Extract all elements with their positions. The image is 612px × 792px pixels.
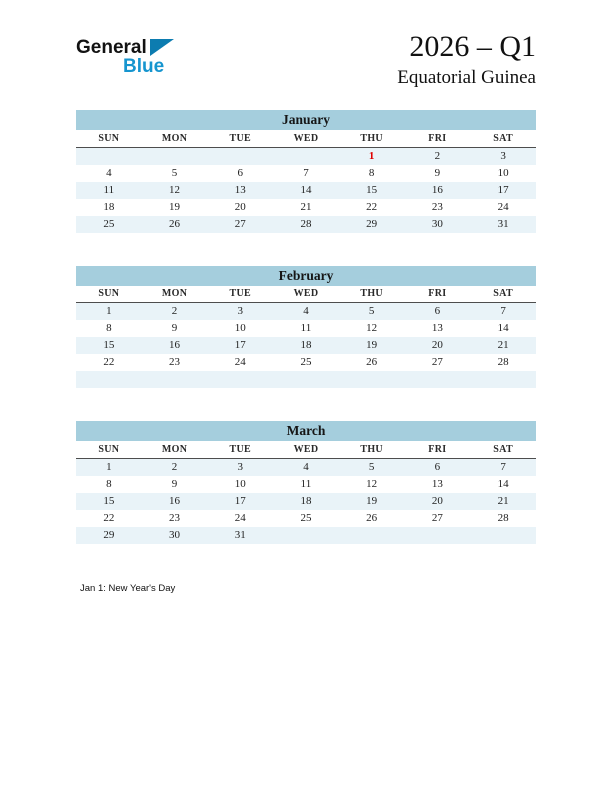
weekday-header: FRI — [405, 286, 471, 303]
day-cell: 14 — [300, 183, 312, 196]
day-cell: 10 — [497, 166, 509, 179]
month-march — [76, 421, 536, 544]
day-cell: 8 — [106, 322, 112, 334]
empty-cell — [339, 527, 405, 544]
empty-cell — [207, 147, 273, 165]
day-cell: 11 — [300, 322, 312, 334]
day-cell: 6 — [434, 305, 441, 317]
day-cell: 3 — [237, 305, 243, 317]
day-cell: 12 — [366, 477, 378, 490]
day-cell: 5 — [171, 166, 178, 179]
day-cell: 19 — [366, 494, 378, 507]
empty-cell — [273, 371, 339, 388]
day-cell: 12 — [366, 322, 378, 334]
day-cell: 7 — [303, 166, 309, 179]
day-cell: 9 — [171, 477, 178, 490]
week-row — [76, 182, 536, 199]
day-cell: 17 — [234, 494, 246, 507]
day-cell: 16 — [431, 183, 443, 196]
empty-cell — [273, 147, 339, 165]
day-cell: 16 — [169, 339, 181, 351]
week-row — [76, 216, 536, 233]
day-cell: 17 — [234, 339, 246, 351]
day-cell: 20 — [431, 494, 443, 507]
weekday-header: MON — [142, 441, 208, 458]
empty-cell — [273, 527, 339, 544]
week-row — [76, 354, 536, 371]
day-cell: 3 — [237, 460, 243, 473]
day-cell: 30 — [431, 217, 443, 230]
day-cell: 21 — [497, 339, 509, 351]
week-row — [76, 337, 536, 354]
day-cell: 12 — [169, 183, 181, 196]
week-row — [76, 527, 536, 544]
day-cell: 7 — [500, 460, 506, 473]
weekday-header: SUN — [76, 130, 142, 147]
day-cell: 23 — [169, 511, 181, 524]
month-title: February — [76, 266, 536, 286]
day-cell: 5 — [368, 305, 375, 317]
day-cell: 30 — [169, 528, 181, 541]
empty-cell — [470, 527, 536, 544]
day-cell: 9 — [171, 322, 178, 334]
day-cell: 21 — [300, 200, 312, 213]
day-cell: 2 — [434, 149, 441, 162]
day-cell: 3 — [500, 149, 506, 162]
day-cell: 6 — [434, 460, 441, 473]
month-february — [76, 266, 536, 389]
day-cell: 20 — [234, 200, 246, 213]
weekday-header: THU — [339, 130, 405, 147]
day-cell: 10 — [234, 322, 246, 334]
day-cell: 8 — [106, 477, 112, 490]
day-cell: 4 — [106, 166, 112, 179]
weekday-header: FRI — [405, 441, 471, 458]
weekday-header: WED — [273, 441, 339, 458]
day-cell: 26 — [169, 217, 181, 230]
weekday-header: THU — [339, 441, 405, 458]
logo-text-general: General — [76, 37, 147, 58]
day-cell: 14 — [497, 322, 509, 334]
day-cell: 4 — [303, 305, 309, 317]
page-subtitle: Equatorial Guinea — [397, 66, 536, 88]
logo-text-blue: Blue — [123, 56, 165, 77]
weekday-header: WED — [273, 130, 339, 147]
empty-cell — [207, 371, 273, 388]
day-cell: 1 — [106, 305, 112, 317]
day-cell: 10 — [234, 477, 246, 490]
week-row — [76, 476, 536, 493]
day-cell: 23 — [169, 356, 181, 368]
empty-cell — [470, 371, 536, 388]
day-cell: 13 — [234, 183, 246, 196]
holiday-footnote: Jan 1: New Year's Day — [80, 583, 176, 594]
day-cell: 25 — [300, 356, 312, 368]
weekday-header: MON — [142, 130, 208, 147]
day-cell: 11 — [300, 477, 312, 490]
day-cell: 9 — [434, 166, 441, 179]
empty-cell — [405, 371, 471, 388]
day-cell: 24 — [234, 356, 246, 368]
day-cell: 23 — [431, 200, 443, 213]
day-cell: 24 — [497, 200, 509, 213]
weekday-header: SUN — [76, 286, 142, 303]
day-cell: 2 — [171, 305, 178, 317]
day-cell: 28 — [497, 356, 509, 368]
empty-cell — [339, 371, 405, 388]
day-cell: 13 — [431, 477, 443, 490]
day-cell: 5 — [368, 460, 375, 473]
week-row — [76, 303, 536, 321]
general-blue-logo — [76, 38, 174, 76]
day-cell: 4 — [303, 460, 309, 473]
day-cell: 19 — [366, 339, 378, 351]
day-cell: 31 — [497, 217, 509, 230]
day-cell: 1 — [368, 149, 375, 162]
day-cell: 28 — [497, 511, 509, 524]
day-cell: 29 — [366, 217, 378, 230]
week-row — [76, 165, 536, 182]
week-row — [76, 371, 536, 388]
day-cell: 16 — [169, 494, 181, 507]
day-cell: 29 — [103, 528, 115, 541]
day-cell: 6 — [237, 166, 243, 179]
day-cell: 7 — [500, 305, 506, 317]
day-cell: 28 — [300, 217, 312, 230]
weekday-header: SUN — [76, 441, 142, 458]
day-cell: 15 — [366, 183, 378, 196]
month-grid — [76, 441, 536, 544]
page-title: 2026 – Q1 — [409, 30, 536, 63]
weekday-header: SAT — [470, 286, 536, 303]
day-cell: 11 — [103, 183, 115, 196]
empty-cell — [142, 371, 208, 388]
day-cell: 20 — [431, 339, 443, 351]
weekday-header: THU — [339, 286, 405, 303]
empty-cell — [405, 527, 471, 544]
day-cell: 8 — [368, 166, 375, 179]
day-cell: 1 — [106, 460, 112, 473]
week-row — [76, 458, 536, 476]
month-grid — [76, 286, 536, 389]
week-row — [76, 147, 536, 165]
day-cell: 14 — [497, 477, 509, 490]
day-cell: 27 — [431, 356, 443, 368]
empty-cell — [142, 147, 208, 165]
day-cell: 13 — [431, 322, 443, 334]
weekday-header: SAT — [470, 441, 536, 458]
month-title: January — [76, 110, 536, 130]
empty-cell — [76, 371, 142, 388]
months-container — [76, 110, 536, 577]
month-grid — [76, 130, 536, 233]
day-cell: 26 — [366, 356, 378, 368]
weekday-header: TUE — [207, 441, 273, 458]
day-cell: 26 — [366, 511, 378, 524]
day-cell: 25 — [103, 217, 115, 230]
day-cell: 18 — [300, 494, 312, 507]
day-cell: 27 — [431, 511, 443, 524]
day-cell: 18 — [300, 339, 312, 351]
day-cell: 22 — [103, 356, 115, 368]
day-cell: 22 — [366, 200, 378, 213]
logo-triangle-icon — [150, 39, 174, 56]
day-cell: 2 — [171, 460, 178, 473]
weekday-header: SAT — [470, 130, 536, 147]
weekday-header: MON — [142, 286, 208, 303]
weekday-header: FRI — [405, 130, 471, 147]
weekday-header: WED — [273, 286, 339, 303]
day-cell: 25 — [300, 511, 312, 524]
day-cell: 15 — [103, 494, 115, 507]
title-block — [397, 30, 536, 89]
day-cell: 22 — [103, 511, 115, 524]
day-cell: 27 — [234, 217, 246, 230]
month-january — [76, 110, 536, 233]
day-cell: 31 — [234, 528, 246, 541]
week-row — [76, 320, 536, 337]
month-title: March — [76, 421, 536, 441]
week-row — [76, 510, 536, 527]
empty-cell — [76, 147, 142, 165]
day-cell: 18 — [103, 200, 115, 213]
day-cell: 19 — [169, 200, 181, 213]
weekday-header: TUE — [207, 286, 273, 303]
week-row — [76, 199, 536, 216]
weekday-header: TUE — [207, 130, 273, 147]
day-cell: 24 — [234, 511, 246, 524]
day-cell: 21 — [497, 494, 509, 507]
day-cell: 17 — [497, 183, 509, 196]
day-cell: 15 — [103, 339, 115, 351]
week-row — [76, 493, 536, 510]
